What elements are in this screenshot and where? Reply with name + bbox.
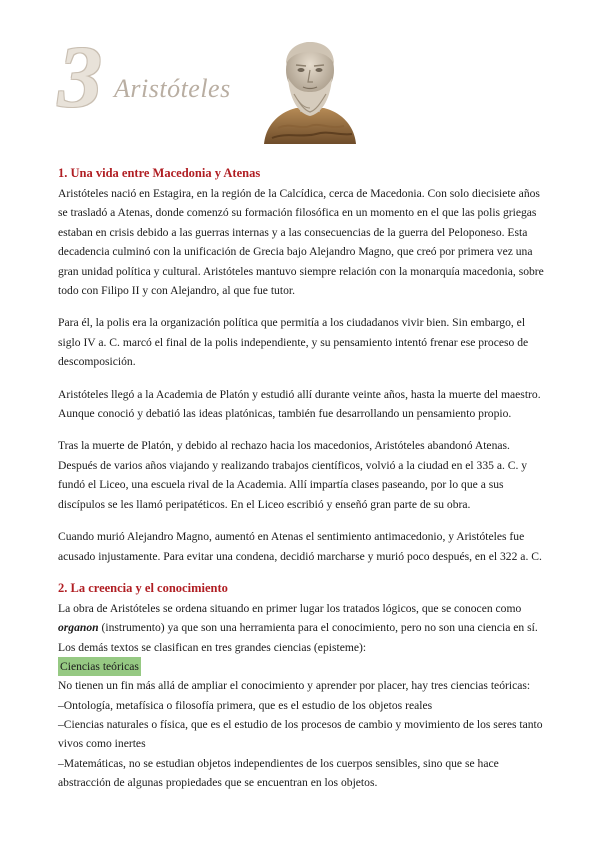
document-body — [58, 164, 546, 793]
intro-text-cont: (instrumento) ya que son una herramienta para el conocimiento, pero no son una ciencia en sí. Los demás textos se clasifican en tres grandes ciencias (episteme): — [58, 621, 538, 654]
list-line: No tienen un fin más allá de ampliar el conocimiento y aprender por placer, hay tres ciencias teóricas: — [58, 679, 531, 693]
list-line: –Matemáticas, no se estudian objetos independientes de los cuerpos sensibles, sino que se hace abstracción de algunas propiedades que se encuentran en los objetos. — [58, 756, 499, 790]
list-line: –Ciencias naturales o física, que es el estudio de los procesos de cambio y movimiento de los seres tanto vivos como inertes — [58, 717, 543, 751]
paragraph: Tras la muerte de Platón, y debido al rechazo hacia los macedonios, Aristóteles abandonó Atenas. Después de varios años viajando y realizando trabajos científicos, volvió a la ciudad en el 335 a. C. y fundó el Liceo, una escuela rival de la Academia. Allí impartía clases paseando, por lo que a sus discípulos se les llamó peripatéticos. En el Liceo escribió y enseñó gran parte de su obra. — [58, 439, 528, 511]
section-heading: 2. La creencia y el conocimiento — [58, 580, 228, 595]
highlighted-subheading: Ciencias teóricas — [58, 657, 141, 676]
organon-term: organon — [58, 621, 99, 635]
aristotle-bust-image — [256, 38, 364, 144]
paragraph — [58, 599, 546, 657]
paragraph: Para él, la polis era la organización política que permitía a los ciudadanos vivir bien. Sin embargo, el siglo IV a. C. marcó el final de la polis independiente, y su pensamiento intentó frenar ese proceso de descomposición. — [58, 316, 529, 369]
paragraph: Cuando murió Alejandro Magno, aumentó en Atenas el sentimiento antimacedonio, y Aristóteles fue acusado injustamente. Para evitar una condena, decidió marcharse y murió poco después, en el 322 a. C. — [58, 530, 542, 563]
chapter-header — [58, 29, 398, 148]
intro-text: La obra de Aristóteles se ordena situando en primer lugar los tratados lógicos, que se conocen como — [58, 601, 522, 615]
chapter-number: 3 — [58, 29, 102, 126]
list-line: –Ontología, metafísica o filosofía primera, que es el estudio de los objetos reales — [58, 698, 433, 712]
chapter-title: Aristóteles — [114, 74, 231, 103]
section-2 — [58, 579, 546, 793]
paragraph: Aristóteles nació en Estagira, en la región de la Calcídica, cerca de Macedonia. Con solo diecisiete años se trasladó a Atenas, donde comenzó su formación filosófica en un momento en el que las polis griegas estaban en crisis debido a las guerras internas y a las consecuencias de la guerra del Peloponeso. Esta decadencia culminó con la unificación de Grecia bajo Alejandro Magno, que creó por primera vez una gran unidad política y cultural. Aristóteles mantuvo siempre relación con la monarquía macedonia, sobre todo con Filipo II y con Alejandro, al que fue tutor. — [58, 187, 544, 298]
section-heading: 1. Una vida entre Macedonia y Atenas — [58, 166, 261, 180]
paragraph: Aristóteles llegó a la Academia de Platón y estudió allí durante veinte años, hasta la muerte del maestro. Aunque conoció y debatió las ideas platónicas, también fue desarrollando un pensamiento propio. — [58, 387, 541, 421]
